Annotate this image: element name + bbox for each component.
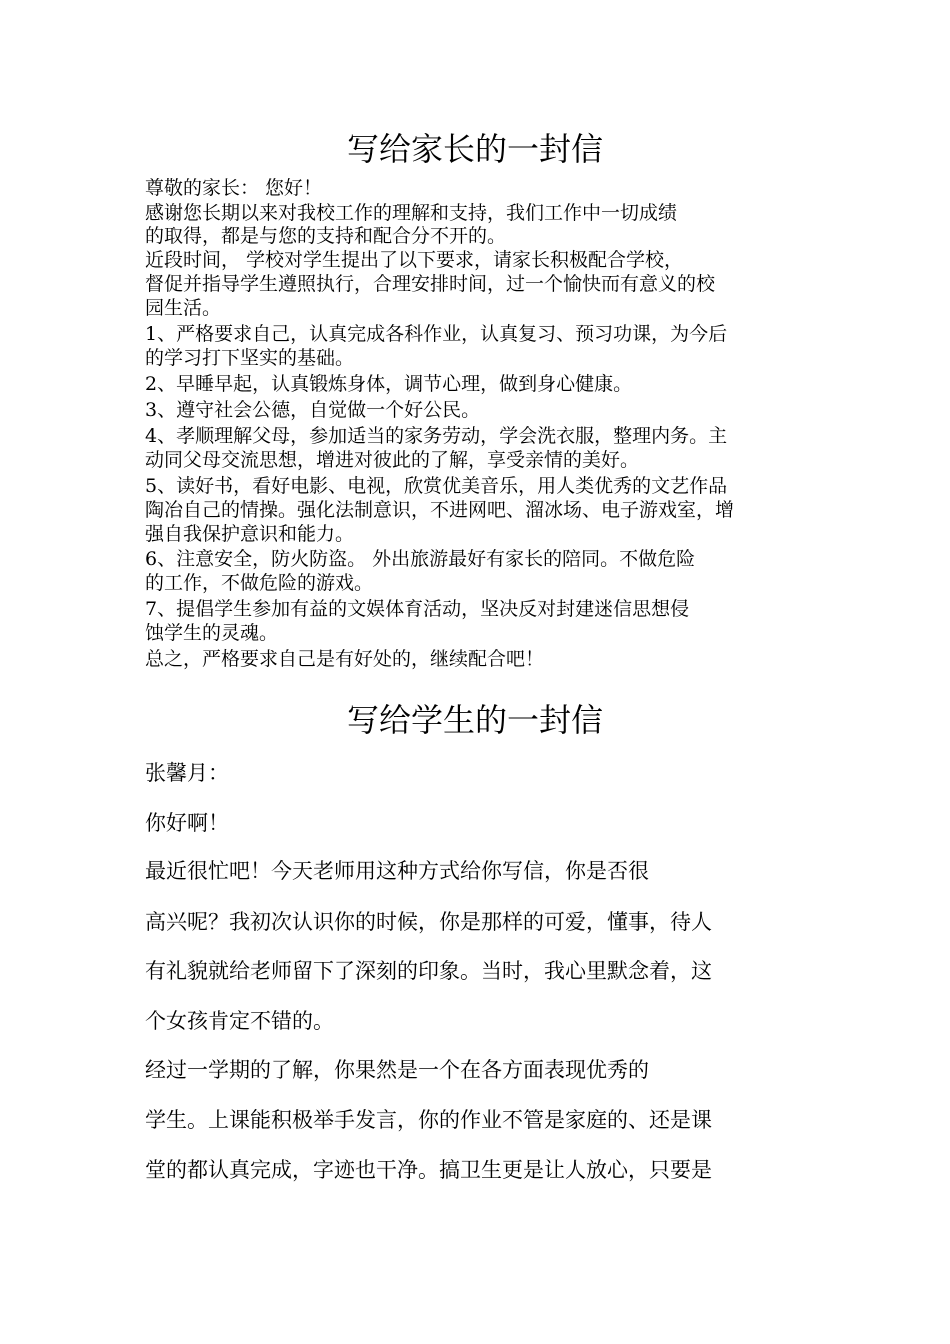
letter2-line: 高兴呢？我初次认识你的时候，你是那样的可爱，懂事，待人 — [145, 910, 712, 934]
letter1-line: 2、早睡早起，认真锻炼身体，调节心理，做到身心健康。 — [145, 373, 633, 395]
letter2-line: 有礼貌就给老师留下了深刻的印象。当时，我心里默念着，这 — [145, 959, 712, 983]
letter1-line: 动同父母交流思想，增进对彼此的了解，享受亲情的美好。 — [145, 449, 640, 471]
letter2-line: 最近很忙吧！今天老师用这种方式给你写信，你是否很 — [145, 859, 649, 883]
letter-to-student-title: 写给学生的一封信 — [346, 701, 603, 739]
letter1-line: 蚀学生的灵魂。 — [145, 622, 279, 644]
letter1-line: 3、遵守社会公德，自觉做一个好公民。 — [145, 399, 481, 421]
letter1-line: 4、孝顺理解父母，参加适当的家务劳动，学会洗衣服，整理内务。主 — [145, 425, 728, 447]
letter1-line: 感谢您长期以来对我校工作的理解和支持，我们工作中一切成绩 — [145, 202, 678, 224]
letter1-line: 陶冶自己的情操。强化法制意识，不进网吧、溜冰场、电子游戏室，增 — [145, 499, 735, 521]
letter-to-parents-title: 写给家长的一封信 — [346, 130, 603, 168]
letter2-line: 堂的都认真完成，字迹也干净。搞卫生更是让人放心，只要是 — [145, 1158, 712, 1182]
letter2-line: 张馨月： — [145, 761, 229, 785]
letter2-line: 学生。上课能积极举手发言，你的作业不管是家庭的、还是课 — [145, 1108, 712, 1132]
letter1-line: 尊敬的家长： 您好！ — [145, 177, 323, 199]
letter2-line: 你好啊！ — [145, 811, 229, 835]
letter1-line: 总之，严格要求自己是有好处的，继续配合吧！ — [145, 648, 545, 670]
letter1-line: 强自我保护意识和能力。 — [145, 523, 355, 545]
letter1-line: 1、严格要求自己，认真完成各科作业，认真复习、预习功课，为今后 — [145, 323, 728, 345]
letter1-line: 园生活。 — [145, 297, 222, 319]
letter1-line: 6、注意安全，防火防盗。 外出旅游最好有家长的陪同。不做危险 — [145, 548, 696, 570]
letter1-line: 5、读好书，看好电影、电视，欣赏优美音乐，用人类优秀的文艺作品 — [145, 475, 728, 497]
letter2-line: 个女孩肯定不错的。 — [145, 1009, 334, 1033]
letter2-line: 经过一学期的了解，你果然是一个在各方面表现优秀的 — [145, 1058, 649, 1082]
letter1-line: 的工作，不做危险的游戏。 — [145, 572, 374, 594]
letter1-line: 近段时间， 学校对学生提出了以下要求，请家长积极配合学校， — [145, 249, 684, 271]
letter1-line: 的取得，都是与您的支持和配合分不开的。 — [145, 225, 507, 247]
letter1-line: 7、提倡学生参加有益的文娱体育活动，坚决反对封建迷信思想侵 — [145, 598, 690, 620]
letter1-line: 的学习打下坚实的基础。 — [145, 347, 355, 369]
letter1-line: 督促并指导学生遵照执行，合理安排时间，过一个愉快而有意义的校 — [145, 273, 716, 295]
